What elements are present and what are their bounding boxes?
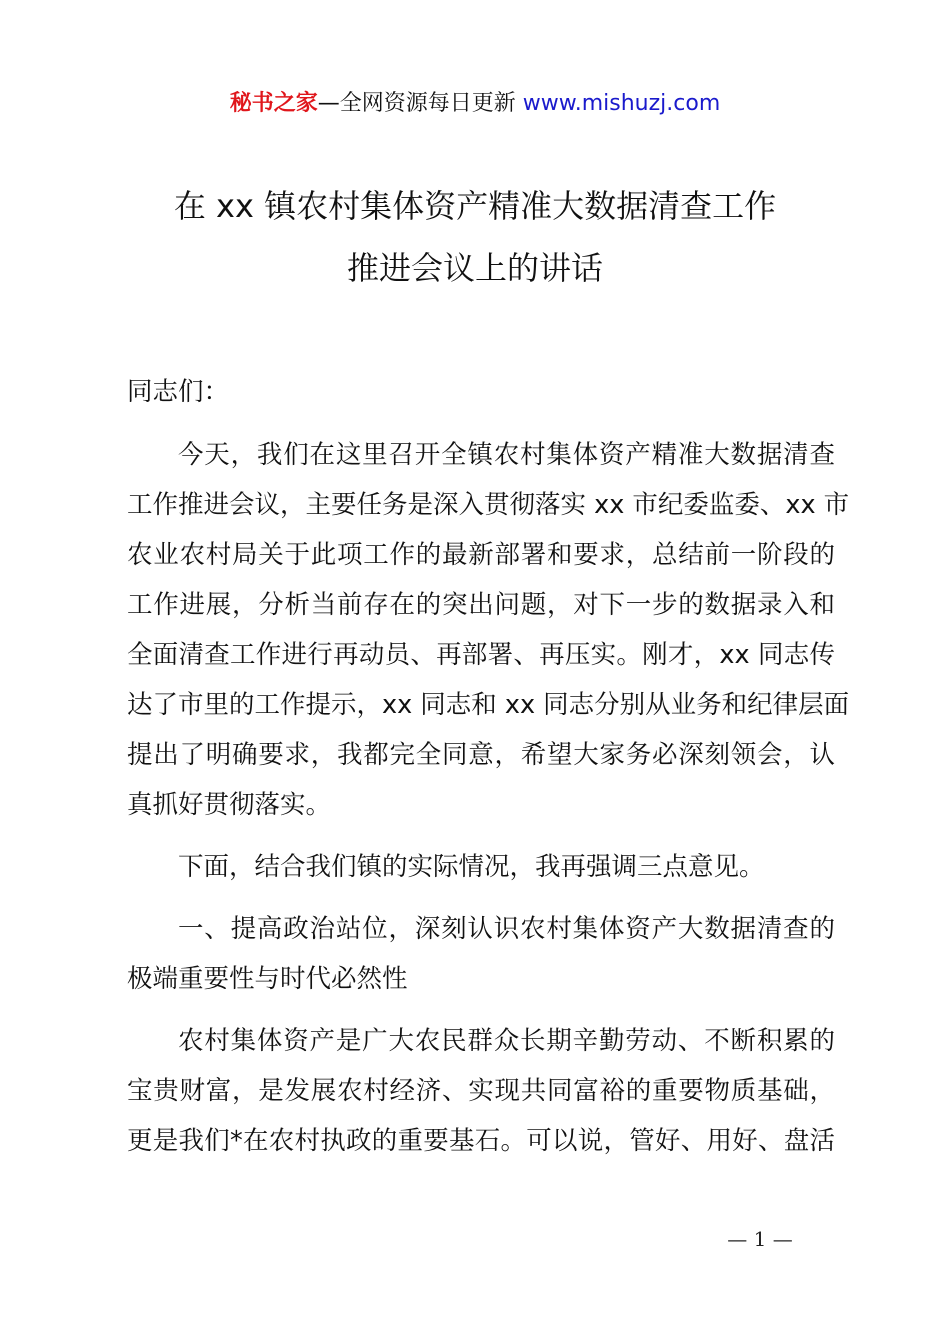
paragraph-1-line: 达了市里的工作提示，xx 同志和 xx 同志分别从业务和纪律层面 <box>127 690 850 720</box>
salutation: 同志们： <box>127 377 230 407</box>
paragraph-1-line: 农业农村局关于此项工作的最新部署和要求，总结前一阶段的 <box>127 540 835 570</box>
brand-name: 秘书之家 <box>229 91 318 116</box>
banner-dash: — <box>317 91 340 116</box>
paragraph-1-line: 真抓好贯彻落实。 <box>127 790 332 820</box>
page-number: — 1 — <box>727 1227 793 1251</box>
paragraph-1-line: 提出了明确要求，我都完全同意，希望大家务必深刻领会，认 <box>127 740 835 770</box>
paragraph-1-line: 今天，我们在这里召开全镇农村集体资产精准大数据清查 <box>178 440 835 470</box>
paragraph-1-line: 工作推进会议，主要任务是深入贯彻落实 xx 市纪委监委、xx 市 <box>127 490 850 520</box>
section-heading-1-line: 极端重要性与时代必然性 <box>127 964 408 994</box>
paragraph-1-line: 全面清查工作进行再动员、再部署、再压实。刚才，xx 同志传 <box>127 640 835 670</box>
document-title-line-2: 推进会议上的讲话 <box>346 249 603 287</box>
paragraph-3-line: 宝贵财富，是发展农村经济、实现共同富裕的重要物质基础， <box>127 1076 835 1106</box>
banner-tagline: 全网资源每日更新 <box>339 91 516 116</box>
section-heading-1-line: 一、提高政治站位，深刻认识农村集体资产大数据清查的 <box>178 914 835 944</box>
site-link[interactable]: www.mishuzj.com <box>522 91 721 116</box>
paragraph-3-line: 更是我们*在农村执政的重要基石。可以说，管好、用好、盘活 <box>127 1126 835 1156</box>
site-banner <box>0 86 950 122</box>
document-title-line-1: 在 xx 镇农村集体资产精准大数据清查工作 <box>173 187 777 225</box>
paragraph-1-line: 工作进展，分析当前存在的突出问题，对下一步的数据录入和 <box>127 590 835 620</box>
paragraph-2-line: 下面，结合我们镇的实际情况，我再强调三点意见。 <box>178 852 765 882</box>
paragraph-3-line: 农村集体资产是广大农民群众长期辛勤劳动、不断积累的 <box>178 1026 835 1056</box>
